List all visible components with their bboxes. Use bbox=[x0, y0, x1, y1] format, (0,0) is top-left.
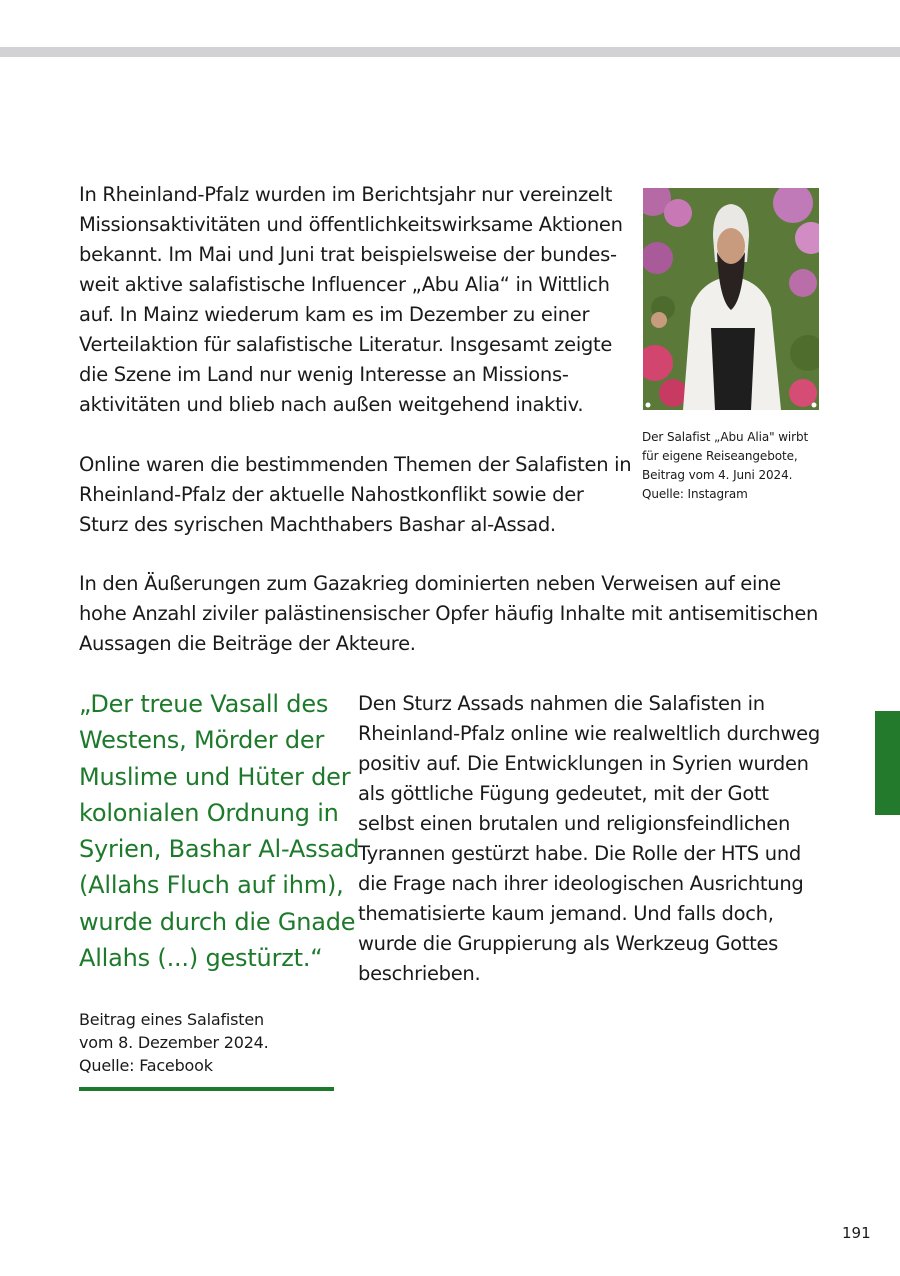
text-line: Missionsaktivitäten und öffentlichkeitswirksame Aktionen bbox=[79, 213, 623, 236]
photo-caption bbox=[642, 428, 832, 504]
source-line: vom 8. Dezember 2024. bbox=[79, 1033, 269, 1052]
text-line: die Frage nach ihrer ideologischen Ausrichtung bbox=[358, 872, 804, 895]
pull-quote bbox=[79, 686, 360, 976]
text-line: Online waren die bestimmenden Themen der Salafisten in bbox=[79, 453, 632, 476]
quote-divider bbox=[79, 1087, 334, 1091]
quote-line: Syrien, Bashar Al-Assad bbox=[79, 835, 360, 864]
text-line: hohe Anzahl ziviler palästinensischer Opfer häufig Inhalte mit antisemitischen bbox=[79, 602, 819, 625]
paragraph-assad-fall bbox=[358, 689, 820, 989]
text-line: selbst einen brutalen und religionsfeindlichen bbox=[358, 812, 791, 835]
paragraph-gaza-war bbox=[79, 569, 818, 659]
chapter-tab-marker bbox=[875, 711, 900, 815]
text-line: weit aktive salafistische Influencer „Abu Alia“ in Wittlich bbox=[79, 273, 610, 296]
text-line: bekannt. Im Mai und Juni trat beispielsweise der bundes- bbox=[79, 243, 617, 266]
source-line: Quelle: Facebook bbox=[79, 1056, 213, 1075]
text-line: positiv auf. Die Entwicklungen in Syrien wurden bbox=[358, 752, 809, 775]
text-line: aktivitäten und blieb nach außen weitgehend inaktiv. bbox=[79, 393, 584, 416]
text-line: als göttliche Fügung gedeutet, mit der Gott bbox=[358, 782, 769, 805]
caption-line: für eigene Reiseangebote, bbox=[642, 449, 798, 463]
page-number: 191 bbox=[842, 1224, 871, 1242]
text-line: In den Äußerungen zum Gazakrieg dominierten neben Verweisen auf eine bbox=[79, 572, 781, 595]
text-line: thematisierte kaum jemand. Und falls doch, bbox=[358, 902, 774, 925]
caption-line: Beitrag vom 4. Juni 2024. bbox=[642, 468, 793, 482]
quote-source bbox=[79, 1008, 339, 1077]
paragraph-missionary-activity bbox=[79, 180, 623, 420]
text-line: die Szene im Land nur wenig Interesse an Missions- bbox=[79, 363, 569, 386]
quote-line: kolonialen Ordnung in bbox=[79, 798, 339, 827]
text-line: Verteilaktion für salafistische Literatur. Insgesamt zeigte bbox=[79, 333, 613, 356]
text-line: Rheinland-Pfalz online wie realweltlich durchweg bbox=[358, 722, 820, 745]
text-line: Sturz des syrischen Machthabers Bashar al-Assad. bbox=[79, 513, 556, 536]
text-line: Aussagen die Beiträge der Akteure. bbox=[79, 632, 416, 655]
text-line: Den Sturz Assads nahmen die Salafisten in bbox=[358, 692, 765, 715]
caption-line: Der Salafist „Abu Alia" wirbt bbox=[642, 430, 809, 444]
text-line: In Rheinland-Pfalz wurden im Berichtsjahr nur vereinzelt bbox=[79, 183, 613, 206]
header-bar bbox=[0, 47, 900, 57]
text-line: Tyrannen gestürzt habe. Die Rolle der HTS und bbox=[358, 842, 801, 865]
paragraph-online-topics bbox=[79, 450, 631, 540]
caption-line: Quelle: Instagram bbox=[642, 487, 748, 501]
quote-line: wurde durch die Gnade bbox=[79, 907, 356, 936]
text-line: auf. In Mainz wiederum kam es im Dezember zu einer bbox=[79, 303, 590, 326]
quote-line: (Allahs Fluch auf ihm), bbox=[79, 871, 344, 900]
source-line: Beitrag eines Salafisten bbox=[79, 1010, 264, 1029]
quote-line: Westens, Mörder der bbox=[79, 726, 325, 755]
quote-line: „Der treue Vasall des bbox=[79, 690, 329, 718]
quote-line: Allahs (...) gestürzt.“ bbox=[79, 944, 323, 973]
text-line: Rheinland-Pfalz der aktuelle Nahostkonflikt sowie der bbox=[79, 483, 584, 506]
abu-alia-photo bbox=[643, 188, 819, 410]
quote-line: Muslime und Hüter der bbox=[79, 762, 351, 791]
text-line: wurde die Gruppierung als Werkzeug Gottes bbox=[358, 932, 779, 955]
text-line: beschrieben. bbox=[358, 962, 481, 985]
